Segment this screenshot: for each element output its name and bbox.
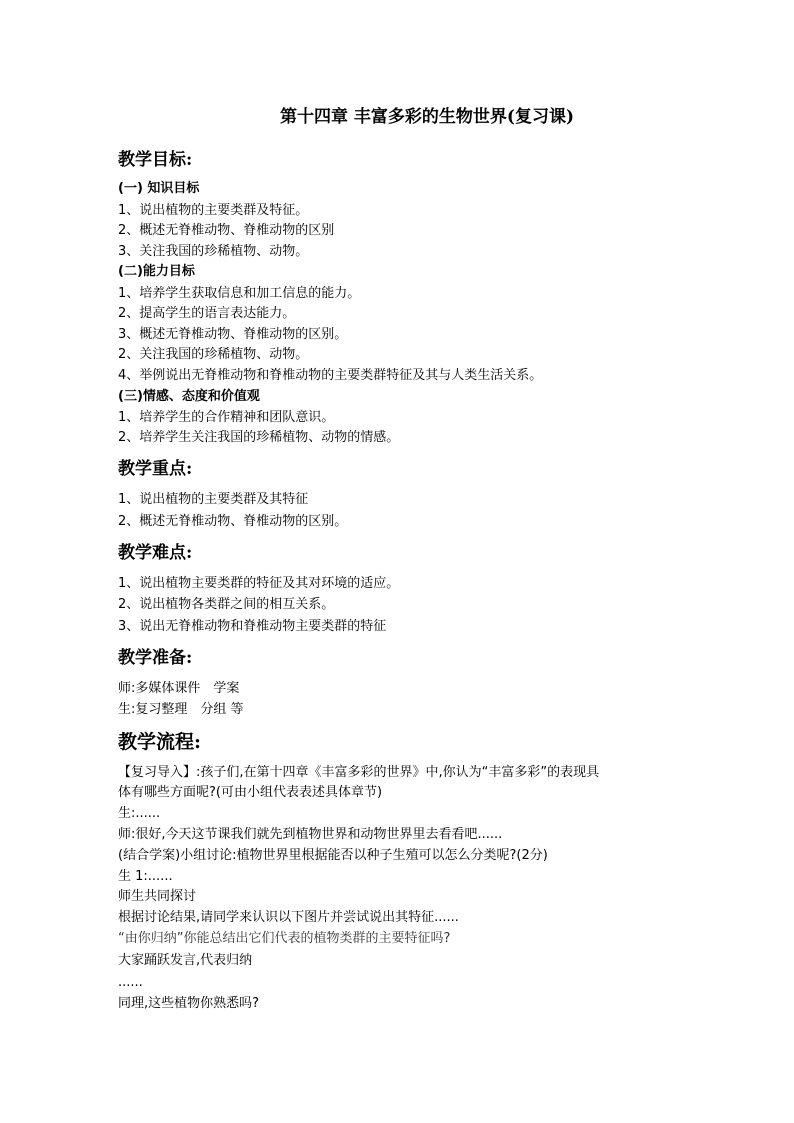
paragraph-line: ......: [118, 975, 143, 990]
paragraph-line: 生 1:......: [118, 869, 173, 884]
paragraph-line: 【复习导入】:孩子们,在第十四章《丰富多彩的世界》中,你认为“丰富多彩”的表现具: [118, 765, 600, 780]
paragraph-line: (结合学案)小组讨论:植物世界里根据能否以种子生殖可以怎么分类呢?(2分): [118, 848, 548, 863]
list-item: 2、概述无脊椎动物、脊椎动物的区别。: [118, 514, 348, 529]
section-heading-process: 教学流程:: [118, 731, 202, 753]
list-item: 1、培养学生的合作精神和团队意识。: [118, 410, 335, 425]
paragraph-line: 生:......: [118, 806, 161, 821]
list-item: 1、说出植物的主要类群及其特征: [118, 492, 309, 507]
paragraph-line: 根据讨论结果,请同学来认识以下图片并尝试说出其特征......: [118, 910, 459, 925]
paragraph-line: 师生共同探讨: [118, 889, 197, 904]
list-item: 3、关注我国的珍稀植物、动物。: [118, 244, 309, 259]
list-item: 1、培养学生获取信息和加工信息的能力。: [118, 286, 361, 301]
list-item: 3、说出无脊椎动物和脊椎动物主要类群的特征: [118, 619, 387, 634]
list-item: 2、说出植物各类群之间的相互关系。: [118, 597, 335, 612]
paragraph-line: 大家踊跃发言,代表归纳: [118, 953, 253, 968]
section-heading-difficulties: 教学难点:: [118, 543, 193, 563]
section-heading-objectives: 教学目标:: [118, 150, 193, 170]
list-item: 2、培养学生关注我国的珍稀植物、动物的情感。: [118, 430, 400, 445]
list-item: 3、概述无脊椎动物、脊椎动物的区别。: [118, 327, 348, 342]
list-item: 1、说出植物主要类群的特征及其对环境的适应。: [118, 576, 400, 591]
list-item: 2、概述无脊椎动物、脊椎动物的区别: [118, 223, 335, 238]
paragraph-line: “由你归纳”你能总结出它们代表的植物类群的主要特征吗?: [118, 931, 451, 946]
paragraph-line: 体有哪些方面呢?(可由小组代表表述具体章节): [118, 785, 383, 800]
paragraph-line: 同理,这些植物你熟悉吗?: [118, 996, 260, 1011]
section-heading-key-points: 教学重点:: [118, 459, 193, 479]
section-heading-preparation: 教学准备:: [118, 648, 193, 668]
subheading-knowledge: (一) 知识目标: [118, 181, 200, 196]
list-item: 1、说出植物的主要类群及特征。: [118, 203, 309, 218]
list-item: 2、提高学生的语言表达能力。: [118, 306, 296, 321]
list-item: 2、关注我国的珍稀植物、动物。: [118, 347, 309, 362]
paragraph-line: 师:很好,今天这节课我们就先到植物世界和动物世界里去看看吧......: [118, 827, 503, 842]
list-item: 生:复习整理 分组 等: [118, 702, 244, 717]
subheading-ability: (二)能力目标: [118, 264, 195, 279]
subheading-emotion: (三)情感、态度和价值观: [118, 389, 260, 404]
list-item: 师:多媒体课件 学案: [118, 681, 240, 696]
list-item: 4、举例说出无脊椎动物和脊椎动物的主要类群特征及其与人类生活关系。: [118, 368, 543, 383]
document-title: 第十四章 丰富多彩的生物世界(复习课): [279, 107, 574, 127]
